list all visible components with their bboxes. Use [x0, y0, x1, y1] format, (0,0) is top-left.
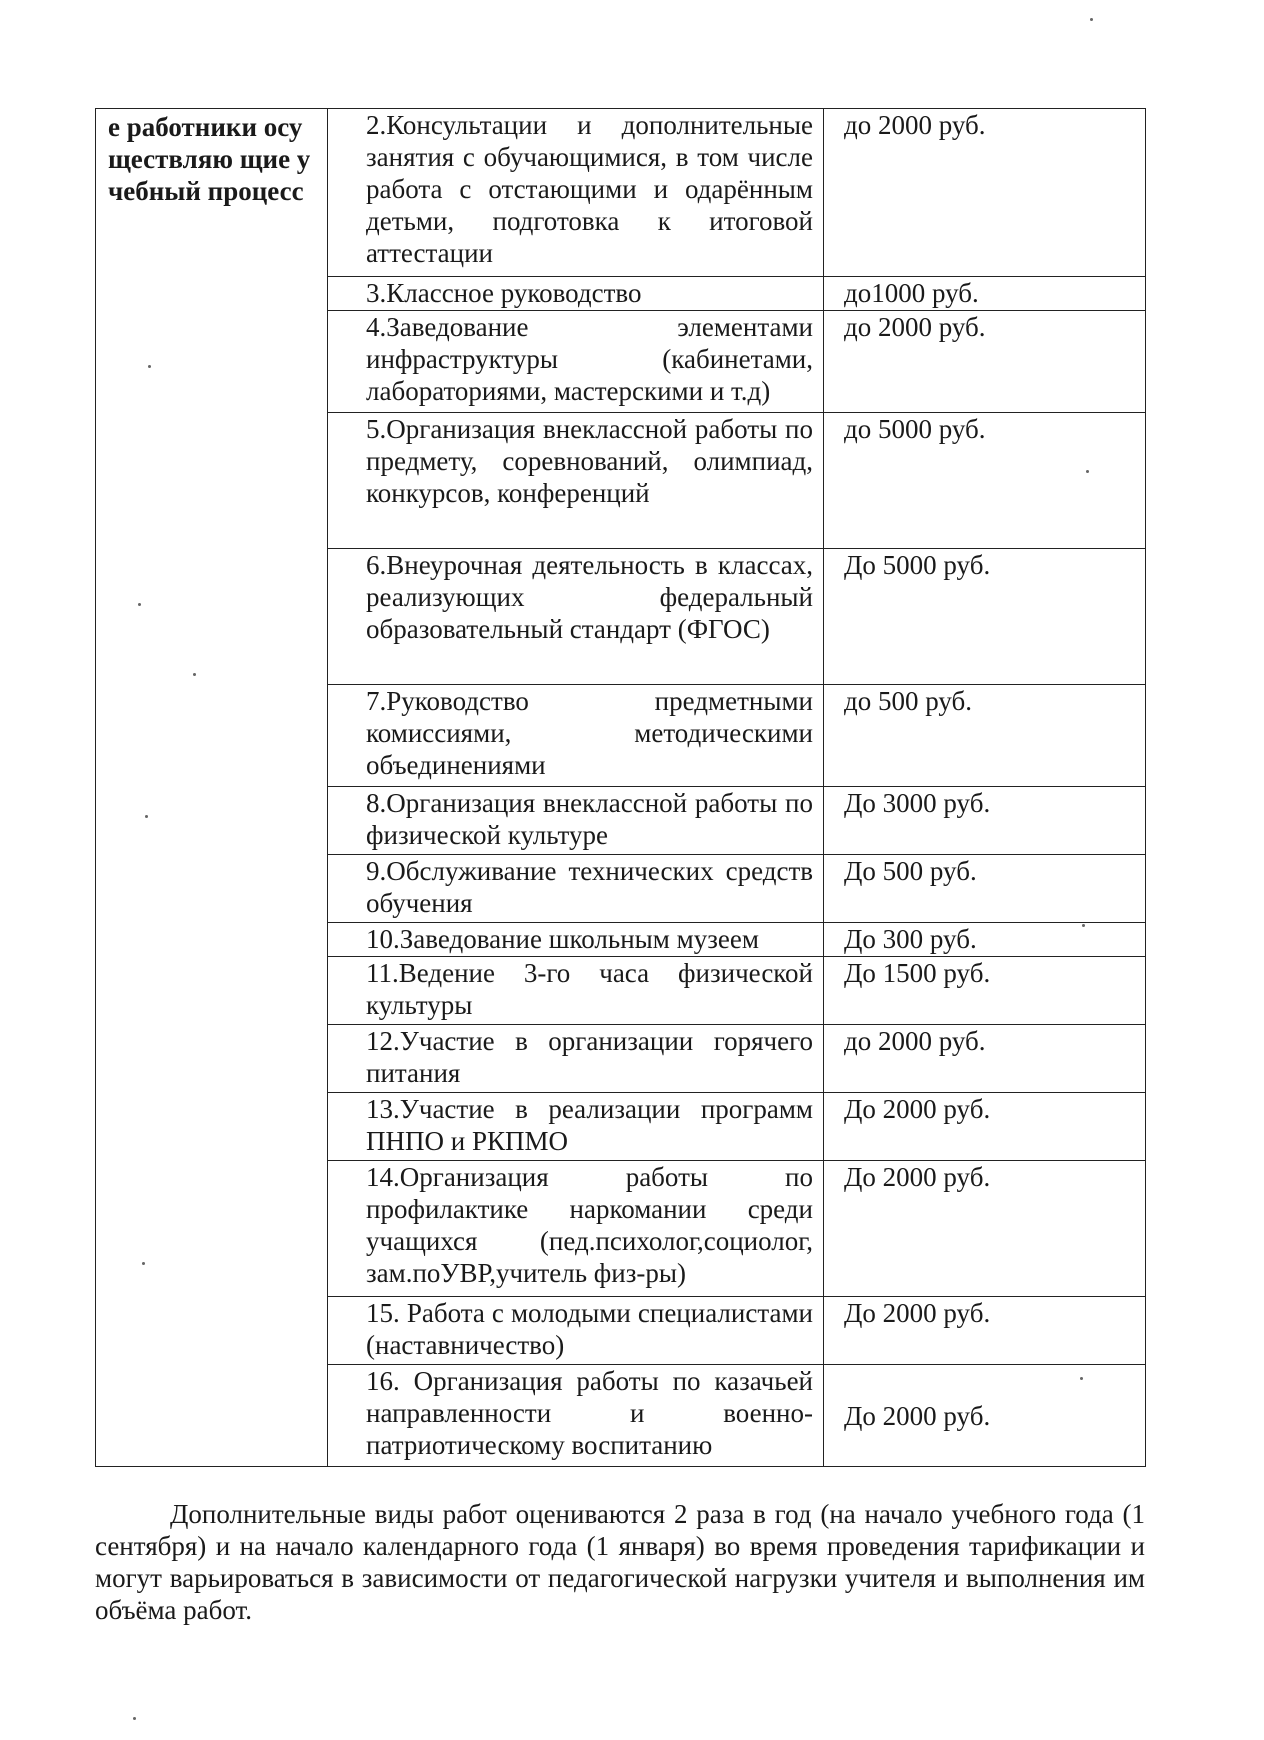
scan-speck — [1082, 924, 1085, 927]
scan-speck — [1080, 1377, 1083, 1380]
notes-paragraph: Дополнительные виды работ оцениваются 2 раза в год (на начало учебного года (1 сентября) и на начало календарного года (1 января) во время проведения тарификации и могут варьироваться в зависимости от педагогической нагрузки учителя и выполнения им объёма работ. — [95, 1499, 1145, 1625]
scan-speck — [193, 673, 196, 676]
scan-speck — [148, 365, 151, 368]
work-type-cell: 9.Обслуживание технических средств обучения — [328, 855, 824, 923]
work-type-cell: 14.Организация работы по профилактике наркомании среди учащихся (пед.психолог,социолог, зам.поУВР,учитель физ-ры) — [328, 1161, 824, 1297]
work-type-cell: 4.Заведование элементами инфраструктуры (кабинетами, лабораториями, мастерскими и т.д) — [328, 311, 824, 413]
work-type-cell: 7.Руководство предметными комиссиями, методическими объединениями — [328, 685, 824, 787]
payment-cell: До 2000 руб. — [824, 1297, 1146, 1365]
payment-cell: До 500 руб. — [824, 855, 1146, 923]
work-type-cell: 8.Организация внеклассной работы по физической культуре — [328, 787, 824, 855]
scan-speck — [1090, 18, 1093, 21]
work-type-cell: 15. Работа с молодыми специалистами (наставничество) — [328, 1297, 824, 1365]
payment-cell: До 5000 руб. — [824, 549, 1146, 685]
payment-cell: До 300 руб. — [824, 923, 1146, 957]
scan-speck — [1086, 470, 1089, 473]
payment-cell: До 1500 руб. — [824, 957, 1146, 1025]
work-type-cell: 16. Организация работы по казачьей направленности и военно-патриотическому воспитанию — [328, 1365, 824, 1467]
scan-speck — [133, 1717, 136, 1720]
payment-cell: До 2000 руб. — [824, 1161, 1146, 1297]
scan-speck — [145, 815, 148, 818]
payment-cell: до 2000 руб. — [824, 109, 1146, 277]
work-type-cell: 10.Заведование школьным музеем — [328, 923, 824, 957]
work-type-cell: 3.Классное руководство — [328, 277, 824, 311]
payment-cell: до 2000 руб. — [824, 1025, 1146, 1093]
work-type-cell: 2.Консультации и дополнительные занятия с обучающимися, в том числе работа с отстающими и одарённым детьми, подготовка к итоговой аттестации — [328, 109, 824, 277]
work-type-cell: 5.Организация внеклассной работы по предмету, соревнований, олимпиад, конкурсов, конференций — [328, 413, 824, 549]
payment-cell: до 5000 руб. — [824, 413, 1146, 549]
payment-cell: До 2000 руб. — [824, 1365, 1146, 1467]
scan-speck — [138, 603, 141, 606]
payment-cell: до1000 руб. — [824, 277, 1146, 311]
work-type-cell: 6.Внеурочная деятельность в классах, реализующих федеральный образовательный стандарт (ФГОС) — [328, 549, 824, 685]
work-type-cell: 11.Ведение 3-го часа физической культуры — [328, 957, 824, 1025]
additional-work-table — [95, 108, 1146, 1467]
work-type-cell: 12.Участие в организации горячего питания — [328, 1025, 824, 1093]
payment-cell: до 2000 руб. — [824, 311, 1146, 413]
scan-speck — [142, 1262, 145, 1265]
table-row — [96, 109, 1146, 277]
work-type-cell: 13.Участие в реализации программ ПНПО и РКПМО — [328, 1093, 824, 1161]
payment-cell: До 3000 руб. — [824, 787, 1146, 855]
payment-cell: До 2000 руб. — [824, 1093, 1146, 1161]
payment-cell: до 500 руб. — [824, 685, 1146, 787]
employee-category-cell: е работники осуществляю щие учебный процесс — [96, 109, 328, 1467]
